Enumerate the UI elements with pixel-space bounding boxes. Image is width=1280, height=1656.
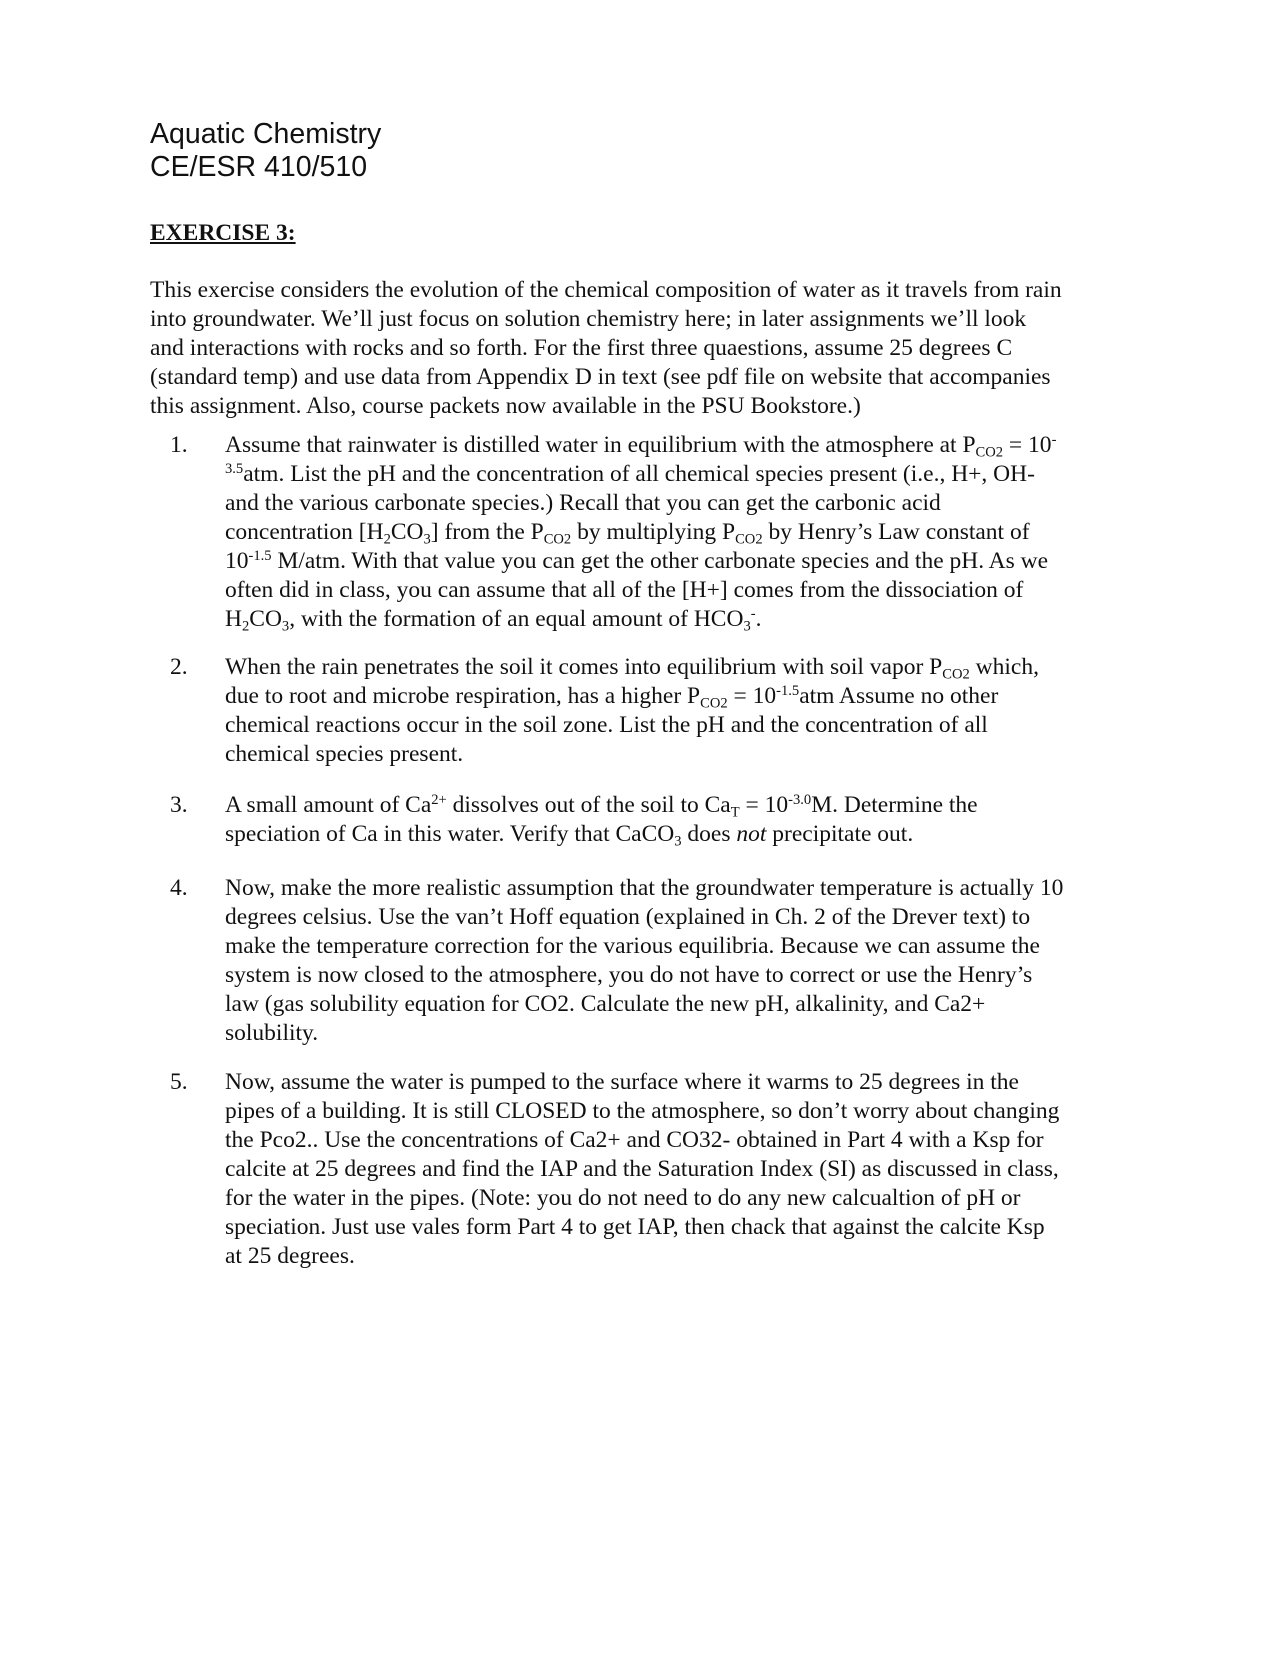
text-run: by Henry’s Law constant of: [762, 519, 1030, 545]
text-run: A small amount of Ca: [225, 792, 432, 818]
question-line: at 25 degrees.: [225, 1243, 355, 1269]
text-run: by multiplying P: [571, 519, 736, 545]
question-line: law (gas solubility equation for CO2. Calculate the new pH, alkalinity, and Ca2+: [225, 991, 986, 1017]
question-number: 5.: [170, 1069, 188, 1095]
question-line: chemical species present.: [225, 741, 464, 767]
question-line: [225, 431, 1150, 460]
intro-line: and interactions with rocks and so forth. For the first three quaestions, assume 25 degrees C: [150, 335, 1013, 361]
text-run: CO: [390, 519, 424, 545]
question-line: Now, assume the water is pumped to the surface where it warms to 25 degrees in the: [225, 1069, 1019, 1095]
subscript: 2: [383, 531, 391, 548]
intro-paragraph: [150, 276, 1150, 421]
subscript: 3: [281, 618, 290, 635]
text-run: which,: [969, 654, 1039, 680]
intro-line: this assignment. Also, course packets now available in the PSU Bookstore.): [150, 393, 861, 419]
question-text: [225, 431, 1150, 634]
question-line: often did in class, you can assume that all of the [H+] comes from the dissociation of: [225, 577, 1024, 603]
subscript: 3: [423, 531, 431, 548]
text-run: = 10: [1003, 432, 1052, 458]
subscript: 2: [241, 618, 250, 635]
superscript: 2+: [431, 792, 447, 808]
emphasis: not: [736, 821, 767, 847]
text-run: due to root and microbe respiration, has a higher P: [225, 683, 701, 709]
intro-line: into groundwater. We’ll just focus on solution chemistry here; in later assignments we’ll look: [150, 306, 1027, 332]
subscript: 3: [743, 618, 751, 635]
superscript: 3.5: [225, 461, 244, 477]
text-run: speciation of Ca in this water. Verify that CaCO: [225, 821, 675, 847]
question-line: Now, make the more realistic assumption that the groundwater temperature is actually 10: [225, 875, 1064, 901]
question-line: degrees celsius. Use the van’t Hoff equation (explained in Ch. 2 of the Drever text) to: [225, 904, 1031, 930]
text-run: = 10: [727, 683, 777, 709]
superscript: -3.0: [788, 792, 812, 808]
superscript: -: [750, 606, 756, 622]
superscript: -1.5: [248, 548, 272, 564]
subscript: 3: [674, 833, 682, 850]
text-run: dissolves out of the soil to Ca: [446, 792, 731, 818]
text-run: atm. List the pH and the concentration of all chemical species present (i.e., H+, OH-: [243, 461, 1035, 487]
question-line: speciation. Just use vales form Part 4 to get IAP, then chack that against the calcite Ksp: [225, 1214, 1045, 1240]
text-run: Assume that rainwater is distilled water in equilibrium with the atmosphere at P: [225, 432, 976, 458]
text-run: CO: [249, 606, 282, 632]
question-line: solubility.: [225, 1020, 319, 1046]
question-line: system is now closed to the atmosphere, you do not have to correct or use the Henry’s: [225, 962, 1033, 988]
subscript: CO2: [543, 531, 572, 548]
intro-line: (standard temp) and use data from Appendix D in text (see pdf file on website that accompanies: [150, 364, 1051, 390]
question-line: for the water in the pipes. (Note: you do not need to do any new calcualtion of pH or: [225, 1185, 1021, 1211]
text-run: When the rain penetrates the soil it comes into equilibrium with soil vapor P: [225, 654, 943, 680]
question-line: [225, 547, 1150, 576]
text-run: ] from the P: [430, 519, 544, 545]
question-number: 3.: [170, 792, 188, 818]
question-line: [225, 518, 1150, 547]
text-run: H: [225, 606, 242, 632]
course-name: Aquatic Chemistry: [150, 118, 382, 150]
question-number: 4.: [170, 875, 188, 901]
subscript: CO2: [975, 444, 1004, 461]
question-line: [225, 820, 1150, 849]
exercise-heading: EXERCISE 3:: [150, 220, 296, 246]
course-code: CE/ESR 410/510: [150, 151, 368, 183]
question-line: pipes of a building. It is still CLOSED to the atmosphere, so don’t worry about changing: [225, 1098, 1060, 1124]
question-number: 1.: [170, 432, 188, 458]
text-run: precipitate out.: [766, 821, 914, 847]
question-text: [225, 791, 1150, 849]
text-run: atm Assume no other: [799, 683, 999, 709]
text-run: 10: [225, 548, 249, 574]
question-line: chemical reactions occur in the soil zone. List the pH and the concentration of all: [225, 712, 988, 738]
document-page: [150, 118, 1150, 1269]
text-run: = 10: [739, 792, 789, 818]
text-run: does: [681, 821, 737, 847]
subscript: CO2: [735, 531, 763, 548]
question-line: [225, 682, 1150, 711]
question-text: [225, 874, 1150, 1048]
question-line: [225, 791, 1150, 820]
subscript: CO2: [942, 666, 970, 683]
text-run: , with the formation of an equal amount of HCO: [289, 606, 744, 632]
text-run: M/atm. With that value you can get the other carbonate species and the pH. As we: [271, 548, 1049, 574]
question-line: [225, 460, 1150, 489]
subscript: T: [730, 804, 740, 821]
question-line: the Pco2.. Use the concentrations of Ca2+ and CO32- obtained in Part 4 with a Ksp for: [225, 1127, 1044, 1153]
superscript: -: [1051, 432, 1057, 448]
superscript: -1.5: [776, 683, 800, 699]
subscript: CO2: [700, 695, 728, 712]
text-run: .: [755, 606, 762, 632]
question-text: [225, 1068, 1150, 1271]
question-line: make the temperature correction for the various equilibria. Because we can assume the: [225, 933, 1040, 959]
question-line: calcite at 25 degrees and find the IAP and the Saturation Index (SI) as discussed in class,: [225, 1156, 1059, 1182]
question-line: and the various carbonate species.) Recall that you can get the carbonic acid: [225, 490, 941, 516]
text-run: M. Determine the: [811, 792, 978, 818]
text-run: concentration [H: [225, 519, 384, 545]
intro-line: This exercise considers the evolution of the chemical composition of water as it travels from rain: [150, 277, 1062, 303]
question-text: [225, 653, 1150, 769]
question-number: 2.: [170, 654, 188, 680]
question-line: [225, 605, 1150, 634]
question-line: [225, 653, 1150, 682]
